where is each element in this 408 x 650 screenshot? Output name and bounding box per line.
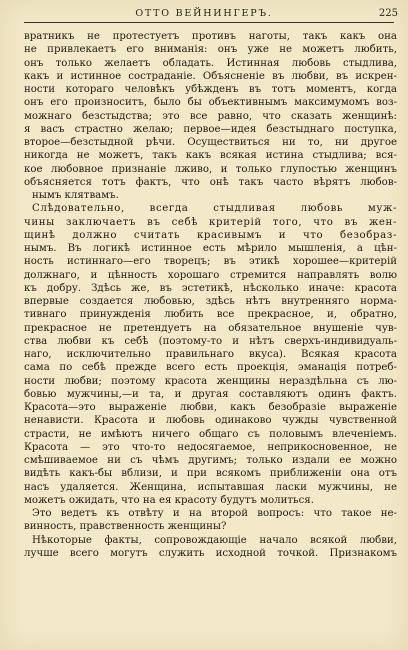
paragraph-first-line: Нѣкоторые факты, сопровождающіе начало всякой любви, (32, 534, 397, 546)
text-line: можнаго безстыдства; это все равно, что сказать женщинѣ: (24, 110, 397, 122)
text-line: смѣшиваемое ни съ чѣмъ другимъ; только издали ее можно (24, 455, 397, 466)
text-line: вратникъ не протестуетъ противъ наготы, такъ какъ она (24, 31, 397, 42)
text-line: нымъ клятвамъ. (32, 190, 119, 201)
text-line: можетъ ожидать, что на ея красоту будутъ молиться. (24, 494, 314, 506)
text-line: страсти, не имѣютъ ничего общаго съ половымъ влеченіемъ. (24, 428, 397, 440)
text-line: второе—безстыдной рѣчи. Осуществиться ни то, ни другое (24, 137, 397, 148)
running-title: ОТТО ВЕЙНИНГЕРЪ. (135, 8, 273, 19)
text-line: винность, правственность женщины? (24, 521, 227, 533)
text-line: прекрасное не претендуетъ на обязательное внушеніе чув- (24, 322, 397, 334)
text-line: ность истиннаго—его творецъ; въ этикѣ хорошее—критерій (24, 256, 397, 268)
text-line: не привлекаетъ его вниманія: онъ уже не можетъ любить, (24, 44, 397, 56)
text-line: ности котораго человѣкъ убѣжденъ въ тотъ моментъ, когда (24, 84, 397, 95)
text-line: ности любви; поэтому красота женщины нераздѣльна съ лю- (24, 375, 397, 387)
text-line: тивнаго принужденія любить все прекрасное, и, обратно, (24, 309, 397, 321)
text-line: къ добру. Здѣсь же, въ эстетикѣ, нѣсколько иначе: красота (24, 282, 397, 294)
page-number: 225 (378, 8, 398, 19)
text-line: я васъ страстно желаю; первое—идея безстыднаго поступка, (24, 123, 397, 135)
text-line: кое любовное признаніе лживо, и только глупостью женщинъ (24, 163, 397, 175)
text-line: ненависти. Красота и любовь одинаково чужды чувственной (24, 415, 397, 427)
body-text (24, 30, 397, 560)
text-line: бовью мужчины,—и та, и другая составляютъ одинъ фактъ. (24, 388, 397, 400)
text-line: какъ и истинное состраданіе. Объясненіе въ любви, въ искрен- (24, 70, 397, 82)
paragraph-first-line: Слѣдовательно, всегда стыдливая любовь муж- (32, 203, 397, 215)
text-line: никогда не можетъ, такъ какъ всякая истина стыдлива; вся- (24, 150, 397, 162)
text-line: чины заключаетъ въ себѣ критерій того, что въ жен- (24, 216, 397, 228)
text-line: нымъ. Въ логикѣ истинное есть мѣрило мышленія, а цѣн- (24, 243, 397, 254)
text-line: онъ только желаетъ обладать. Истинная любовь стыдлива, (24, 57, 397, 69)
text-line: Красота — это что-то недосягаемое, неприкосновенное, не (24, 441, 397, 453)
text-line: наго, исключительно правильнаго вкуса). Всякая красота (24, 349, 397, 360)
text-line: впервые создается любовью, здѣсь нѣтъ внутренняго норма- (24, 296, 397, 307)
text-line: объясняется тотъ фактъ, что онѣ такъ часто вѣрятъ любов- (24, 176, 397, 188)
text-line: должнаго, и цѣнность хорошаго стремится направлять волю (24, 269, 397, 281)
text-line: сама по себѣ прежде всего есть проекція, эманація потреб- (24, 362, 397, 374)
text-line: ства любви къ себѣ (поэтому-то и нѣтъ сверхъ-индивидуаль- (24, 335, 397, 347)
text-line: лучше всего могутъ служить исходной точкой. Признакомъ (24, 547, 397, 559)
running-head (0, 7, 408, 21)
text-line: Красота—это выраженіе любви, какъ безобразіе выраженіе (24, 402, 397, 413)
paragraph-first-line: Это ведетъ къ отвѣту и на второй вопросъ: что такое не- (32, 508, 397, 519)
text-line: щинѣ должно считать красивымъ и что безобраз- (24, 229, 397, 241)
text-line: онъ его произноситъ, было бы объективнымъ максимумомъ воз- (24, 97, 397, 109)
header-rule (24, 22, 394, 23)
text-line: насъ удаляется. Женщина, испытавшая ласки мужчины, не (24, 481, 397, 493)
text-line: видѣть какъ-бы вблизи, и при всякомъ приближеніи она отъ (24, 468, 397, 480)
